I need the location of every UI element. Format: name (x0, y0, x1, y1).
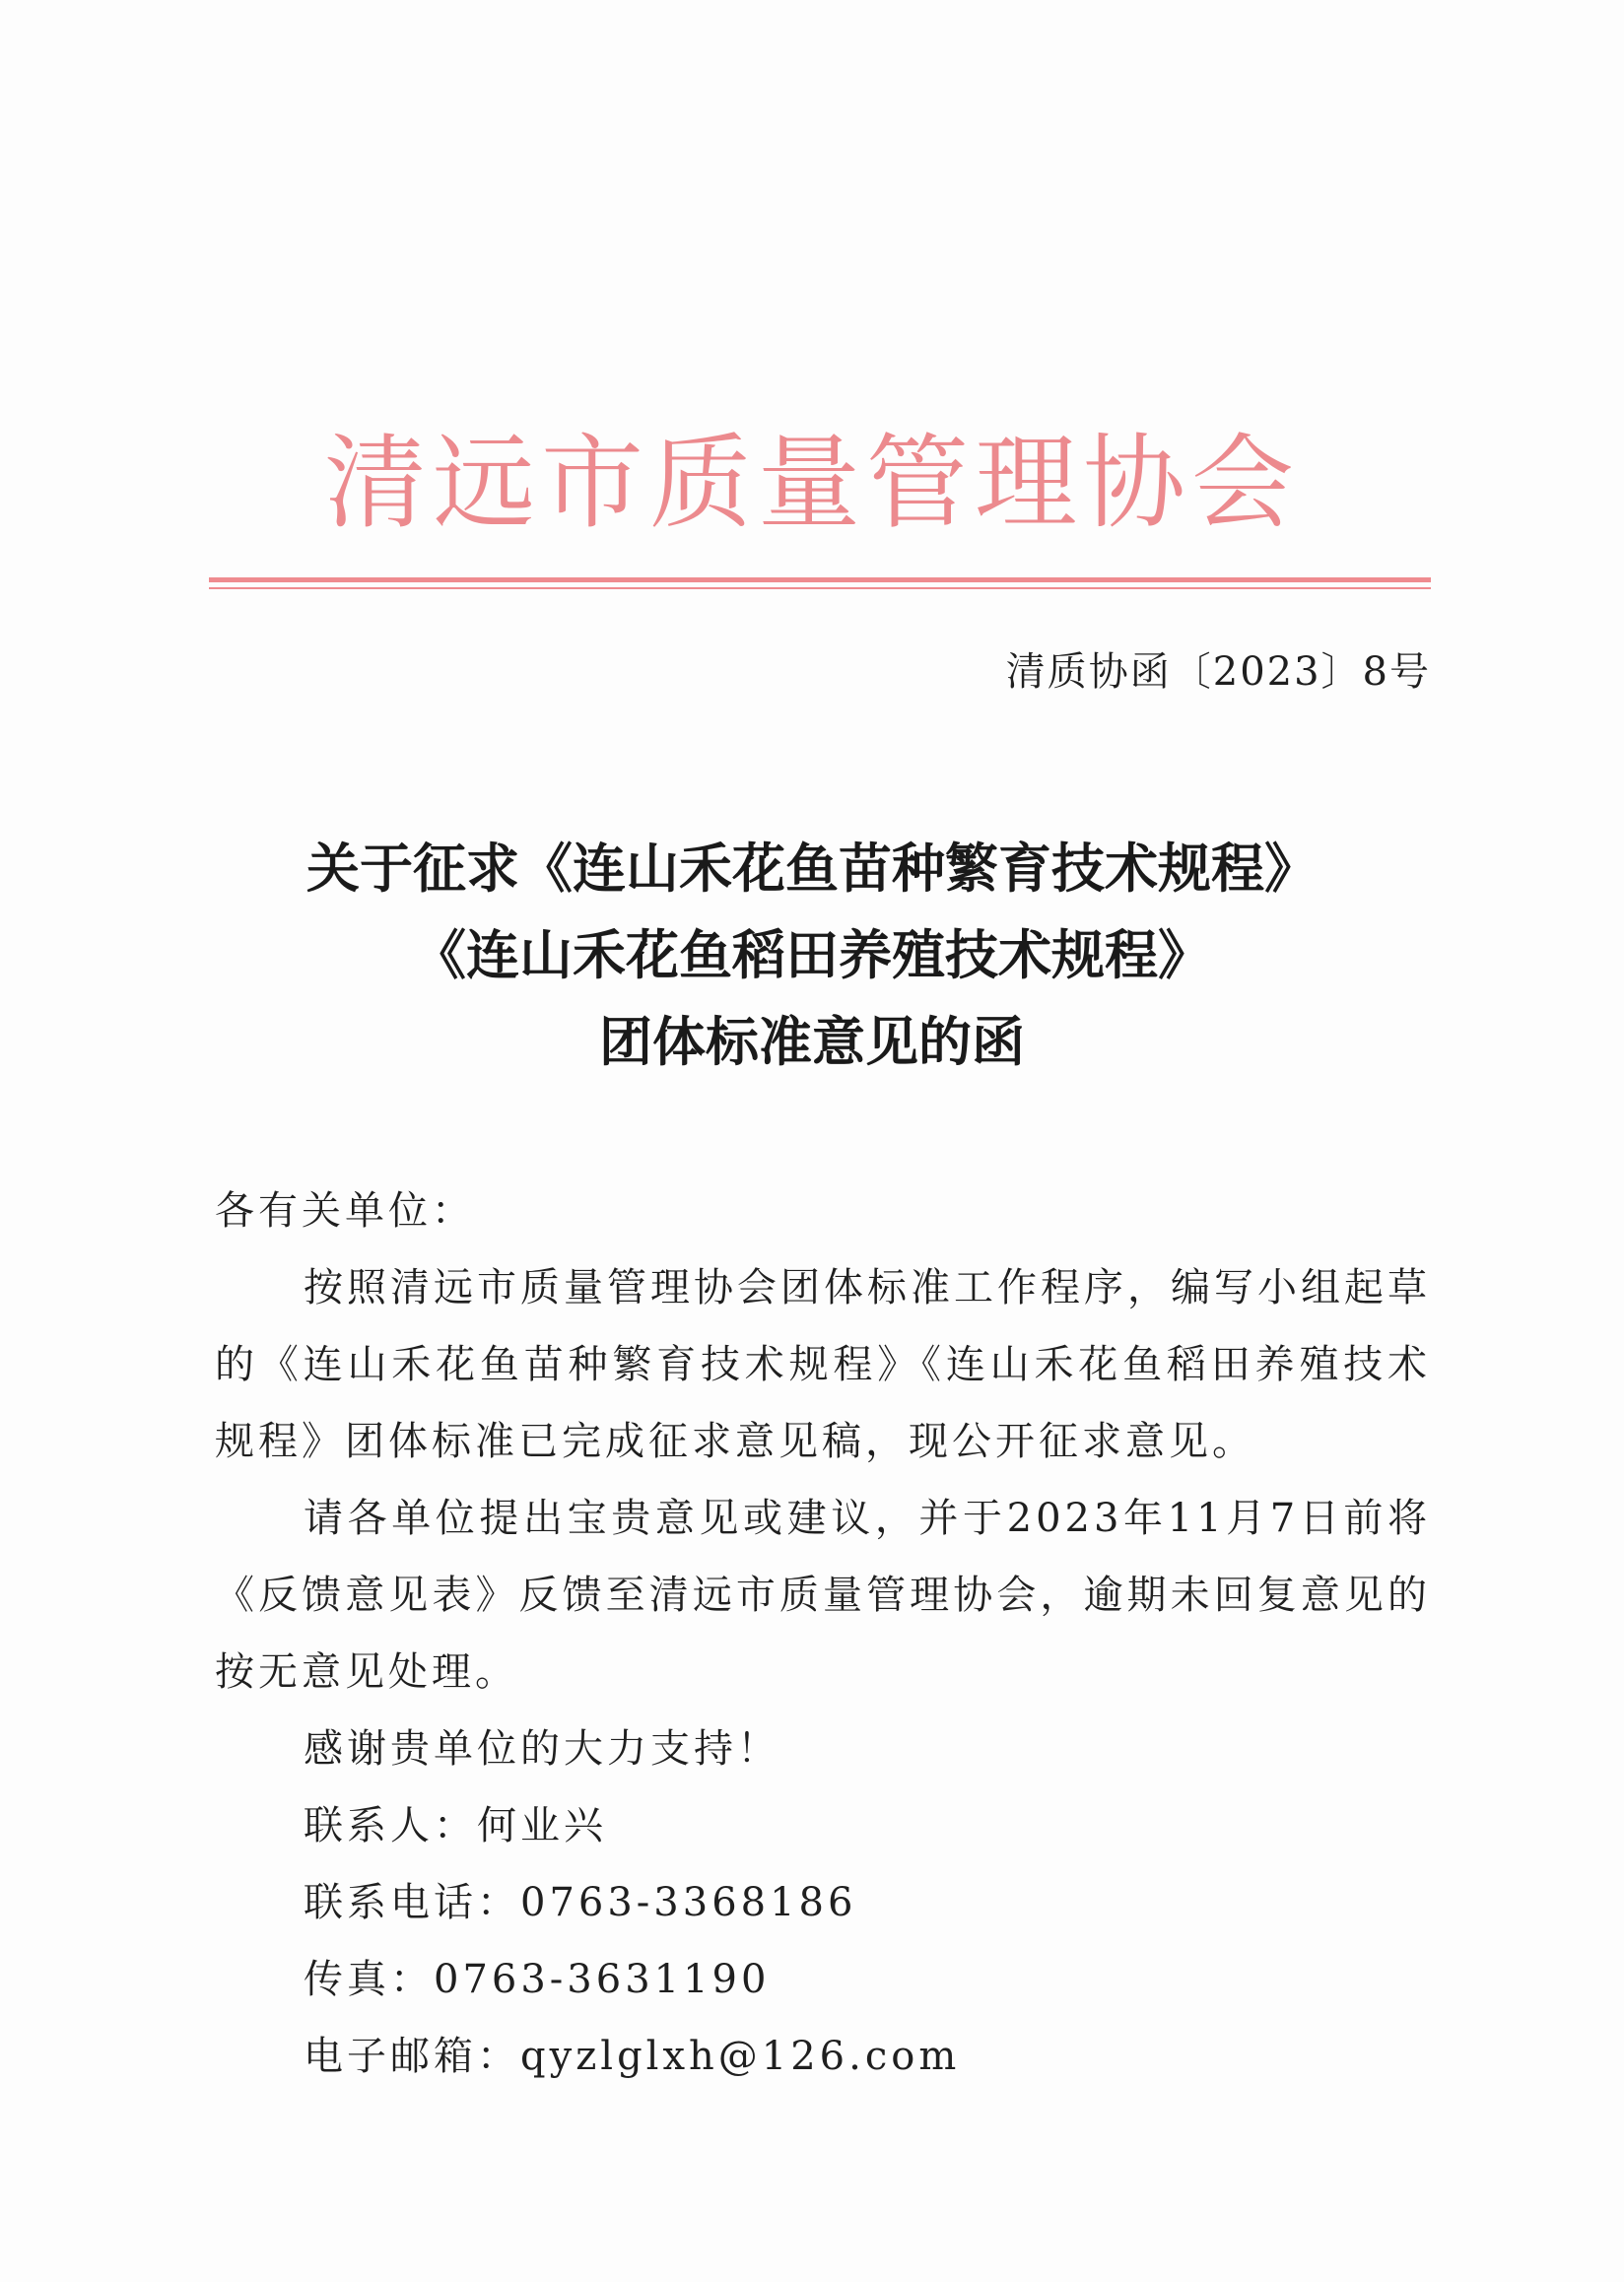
organization-header: 清远市质量管理协会 (323, 423, 1300, 543)
title-line-2: 《连山禾花鱼稻田养殖技术规程》 (413, 924, 1211, 986)
header-rule-thin (209, 587, 1431, 589)
salutation: 各有关单位： (215, 1188, 475, 1234)
document-number: 清质协函〔2023〕8号 (1005, 649, 1431, 695)
contact-phone: 联系电话：0763-3368186 (304, 1880, 857, 1925)
title-line-3: 团体标准意见的函 (599, 1011, 1025, 1073)
thanks-line: 感谢贵单位的大力支持！ (304, 1726, 780, 1772)
letter-body (215, 1173, 1431, 2095)
email-address: 电子邮箱：qyzlglxh@126.com (304, 2034, 961, 2079)
document-title (0, 826, 1624, 1086)
paragraph-procedure: 按照清远市质量管理协会团体标准工作程序，编写小组起草的《连山禾花鱼苗种繁育技术规程》《连山禾花鱼稻田养殖技术规程》团体标准已完成征求意见稿，现公开征求意见。 (215, 1265, 1431, 1464)
contact-person: 联系人：何业兴 (304, 1803, 607, 1848)
paragraph-deadline: 请各单位提出宝贵意见或建议，并于2023年11月7日前将《反馈意见表》反馈至清远市质量管理协会，逾期未回复意见的按无意见处理。 (215, 1496, 1431, 1695)
header-rule-thick (209, 577, 1431, 582)
fax-number: 传真：0763-3631190 (304, 1957, 771, 2002)
title-line-1: 关于征求《连山禾花鱼苗种繁育技术规程》 (306, 838, 1318, 900)
